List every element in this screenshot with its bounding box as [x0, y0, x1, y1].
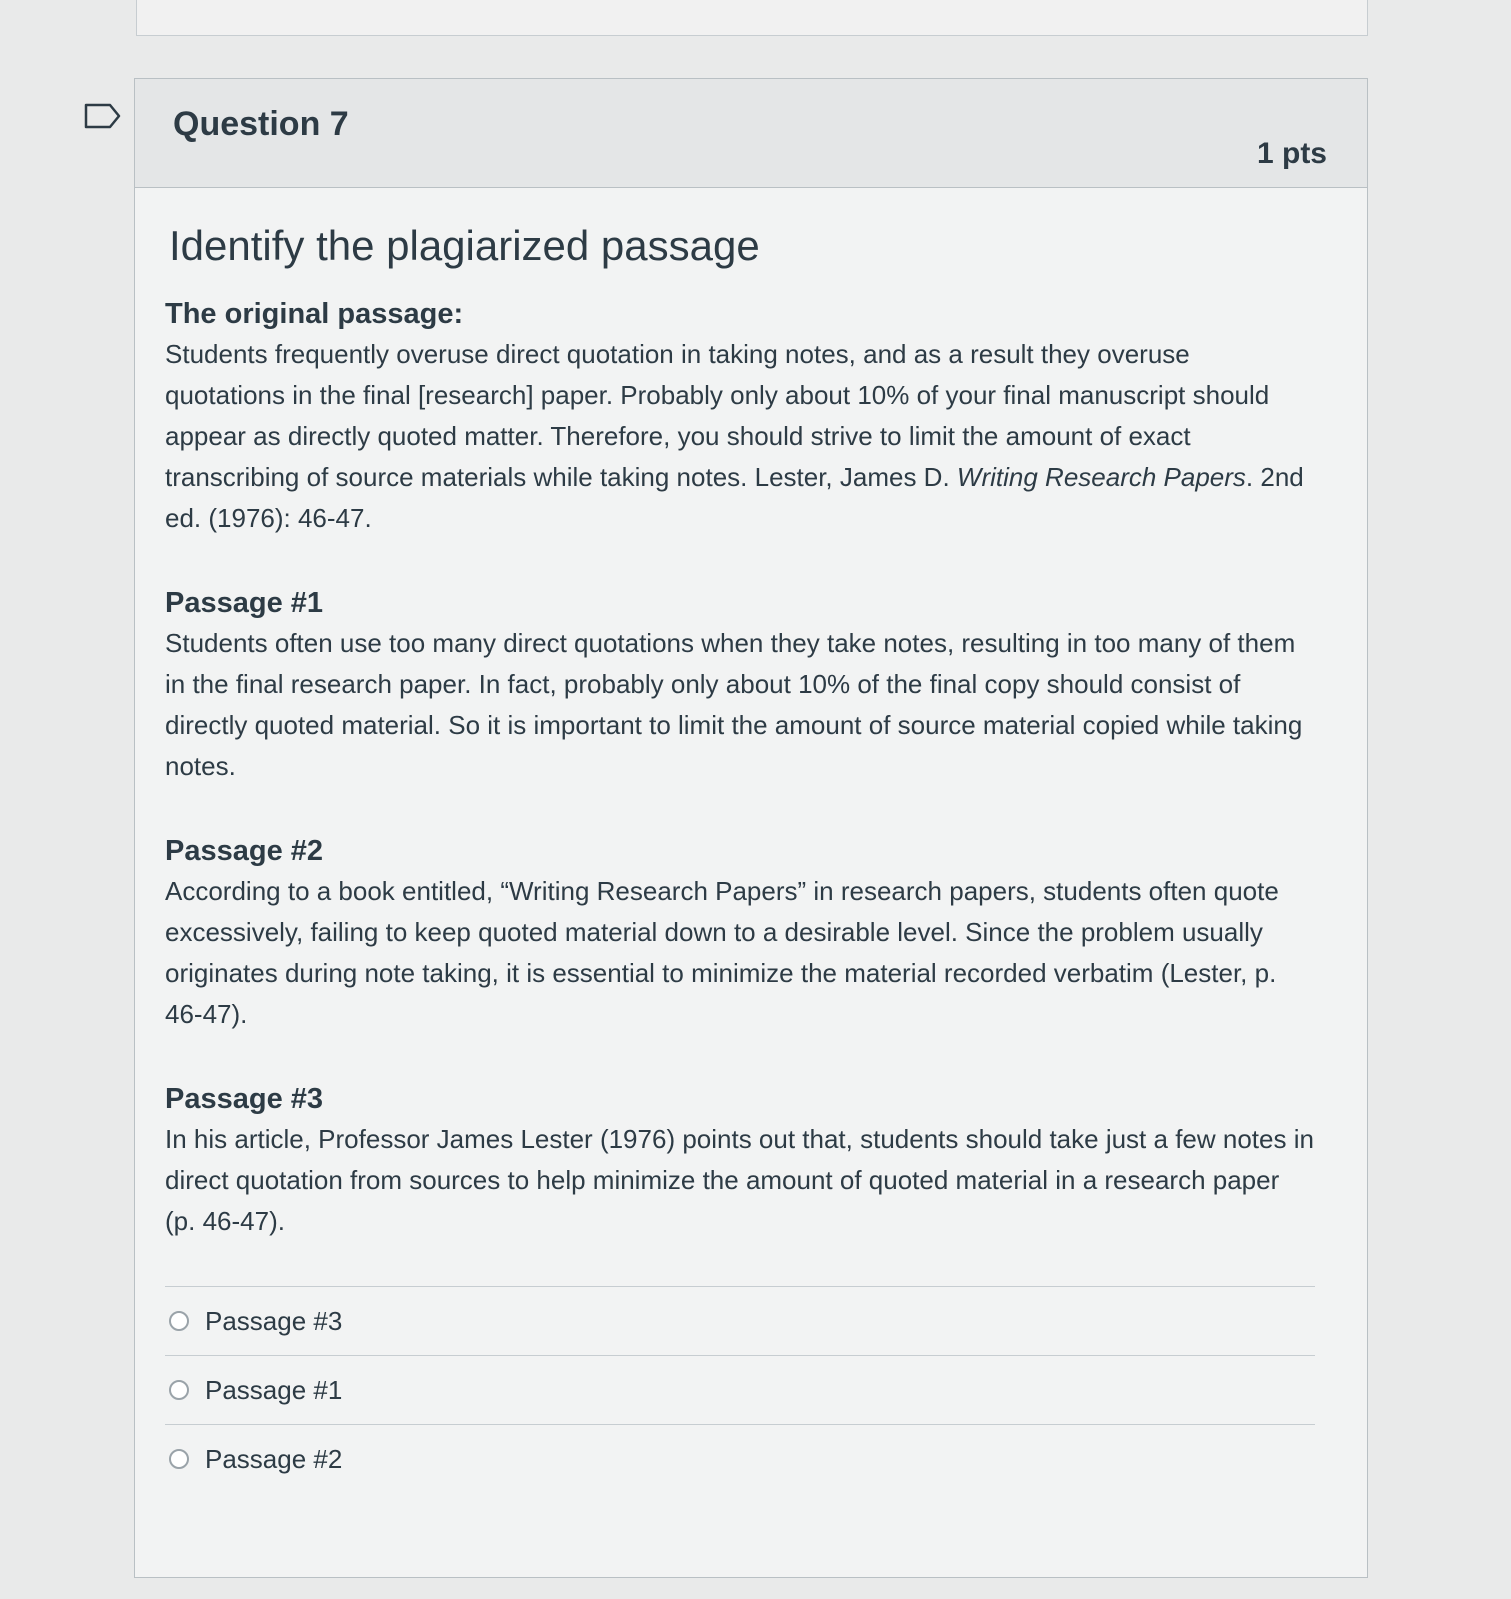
- original-passage-label: The original passage:: [165, 298, 464, 330]
- answer-option-passage-3[interactable]: [165, 1287, 1315, 1356]
- citation-rest: . 2nd ed. (1976): 46-47.: [165, 462, 1304, 533]
- original-passage-body: Students frequently overuse direct quotation in taking notes, and as a result they overuse quotations in the final [research] paper. Probably only about 10% of your final manuscript should appear as directly quoted matter. Therefore, you should strive to limit the amount of exact transcribing of source materials while taking notes. Lester, James D.: [165, 339, 1270, 492]
- passage-2-label: Passage #2: [165, 835, 324, 867]
- passage-3-label: Passage #3: [165, 1083, 324, 1115]
- passage-1-text: Students often use too many direct quotations when they take notes, resulting in too many of them in the final research paper. In fact, probably only about 10% of the final copy should consist of directly quoted material. So it is important to limit the amount of source material copied while taking notes.: [165, 628, 1303, 781]
- passage-1-label: Passage #1: [165, 587, 324, 619]
- answer-label[interactable]: Passage #3: [205, 1305, 343, 1336]
- answer-option-passage-1[interactable]: [165, 1356, 1315, 1425]
- flag-question-icon[interactable]: [84, 103, 122, 129]
- radio-icon[interactable]: [169, 1449, 189, 1469]
- question-heading: Identify the plagiarized passage: [169, 222, 760, 269]
- previous-question-card: [136, 0, 1368, 36]
- original-passage-text: [165, 334, 1315, 539]
- answer-label[interactable]: Passage #1: [205, 1374, 343, 1405]
- answer-label[interactable]: Passage #2: [205, 1443, 343, 1474]
- question-points: 1 pts: [1256, 137, 1327, 170]
- radio-icon[interactable]: [169, 1380, 189, 1400]
- passage-2: [165, 831, 1315, 1035]
- question-header: [135, 79, 1367, 188]
- question-body: [135, 188, 1367, 1493]
- original-passage: [165, 294, 1315, 539]
- passage-1: [165, 583, 1315, 787]
- passage-3-text: In his article, Professor James Lester (1976) points out that, students should take just a few notes in direct quotation from sources to help minimize the amount of quoted material in a research paper (p. 46-47).: [165, 1124, 1314, 1236]
- answer-options: [165, 1286, 1315, 1493]
- radio-icon[interactable]: [169, 1311, 189, 1331]
- answer-option-passage-2[interactable]: [165, 1425, 1315, 1493]
- citation-title: Writing Research Papers: [956, 462, 1246, 492]
- question-title: Question 7: [173, 105, 349, 143]
- question-card: [134, 78, 1368, 1578]
- passage-3: [165, 1079, 1315, 1242]
- passage-2-text: According to a book entitled, “Writing Research Papers” in research papers, students often quote excessively, failing to keep quoted material down to a desirable level. Since the problem usually originates during note taking, it is essential to minimize the material recorded verbatim (Lester, p. 46-47).: [165, 876, 1279, 1029]
